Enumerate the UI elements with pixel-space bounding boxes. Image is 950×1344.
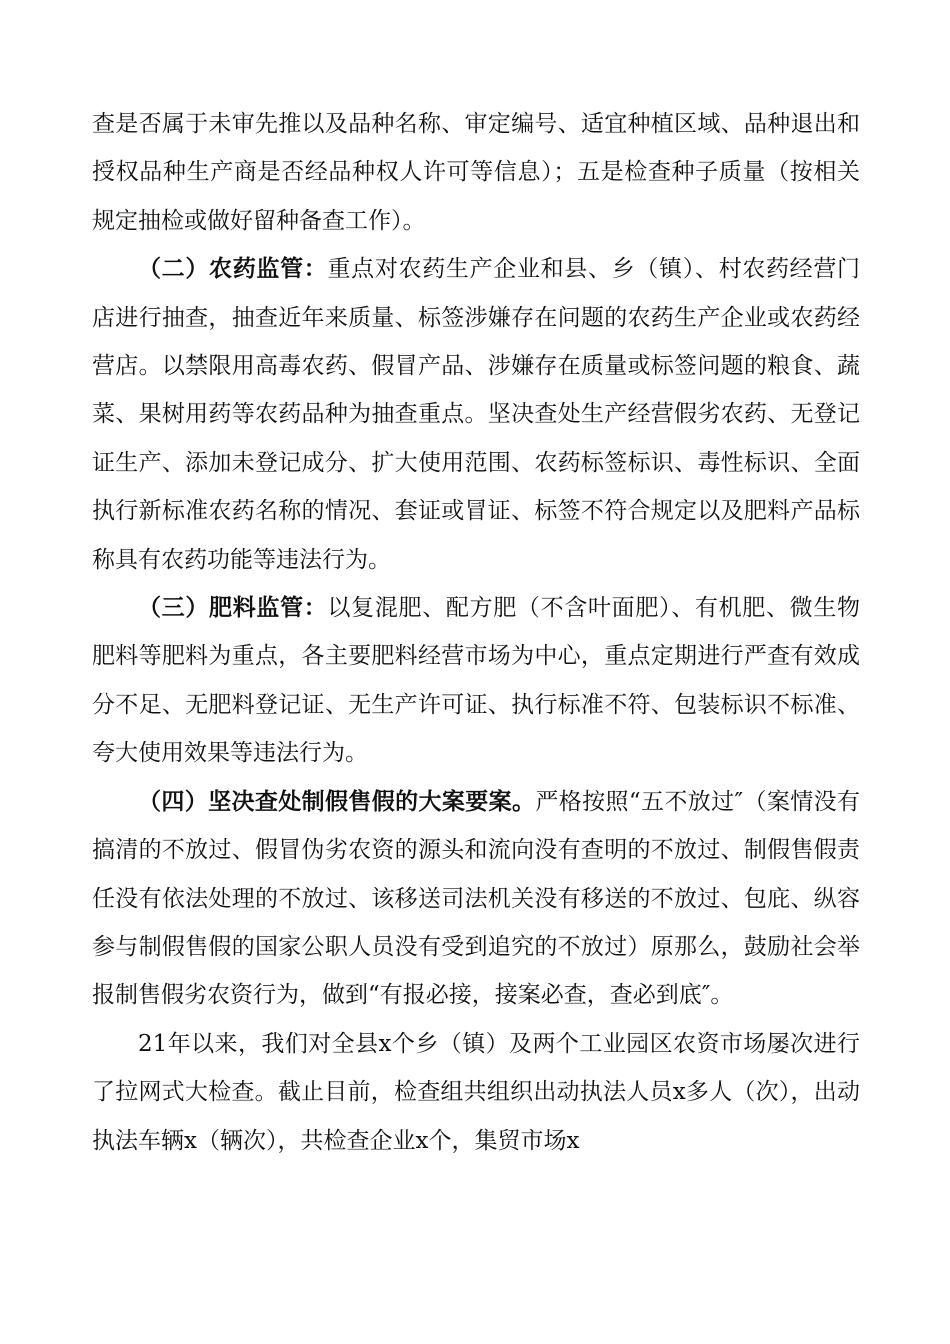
paragraph-inspection-summary: 21年以来，我们对全县x个乡（镇）及两个工业园区农资市场屡次进行了拉网式大检查。截止目前，检查组共组织出动执法人员x多人（次），出动执法车辆x（辆次），共检查企业x个，集贸市场x <box>92 1030 860 1154</box>
document-page <box>92 100 860 1165</box>
section-heading-major-cases: （四）坚决查处制假售假的大案要案。 <box>138 788 536 815</box>
paragraph-major-cases <box>92 778 860 1020</box>
section-body-major-cases: 严格按照“五不放过″（案情没有搞清的不放过、假冒伪劣农资的源头和流向没有查明的不放过、制假售假责任没有依法处理的不放过、该移送司法机关没有移送的不放过、包庇、纵容参与制假售假的国家公职人员没有受到追究的不放过）原那么，鼓励社会举报制售假劣农资行为，做到“有报必接，接案必查，查必到底″。 <box>92 788 860 1009</box>
section-body-fertilizer: 以复混肥、配方肥（不含叶面肥）、有机肥、微生物肥料等肥料为重点，各主要肥料经营市场为中心，重点定期进行严查有效成分不足、无肥料登记证、无生产许可证、执行标准不符、包装标识不标准、夸大使用效果等违法行为。 <box>92 595 861 767</box>
section-body-pesticide: 重点对农药生产企业和县、乡（镇）、村农药经营门店进行抽查，抽查近年来质量、标签涉嫌存在问题的农药生产企业或农药经营店。以禁限用高毒农药、假冒产品、涉嫌存在质量或标签问题的粮食、蔬菜、果树用药等农药品种为抽查重点。坚决查处生产经营假劣农药、无登记证生产、添加未登记成分、扩大使用范围、农药标签标识、毒性标识、全面执行新标准农药名称的情况、套证或冒证、标签不符合规定以及肥料产品标称具有农药功能等违法行为。 <box>92 256 861 573</box>
section-heading-pesticide: （二）农药监管： <box>138 256 328 283</box>
section-heading-fertilizer: （三）肥料监管： <box>138 595 328 622</box>
paragraph-seed-inspection: 查是否属于未审先推以及品种名称、审定编号、适宜种植区域、品种退出和授权品种生产商是否经品种权人许可等信息）；五是检查种子质量（按相关规定抽检或做好留种备查工作）。 <box>92 111 860 234</box>
paragraph-fertilizer-supervision <box>92 584 860 778</box>
paragraph-pesticide-supervision <box>92 245 860 584</box>
